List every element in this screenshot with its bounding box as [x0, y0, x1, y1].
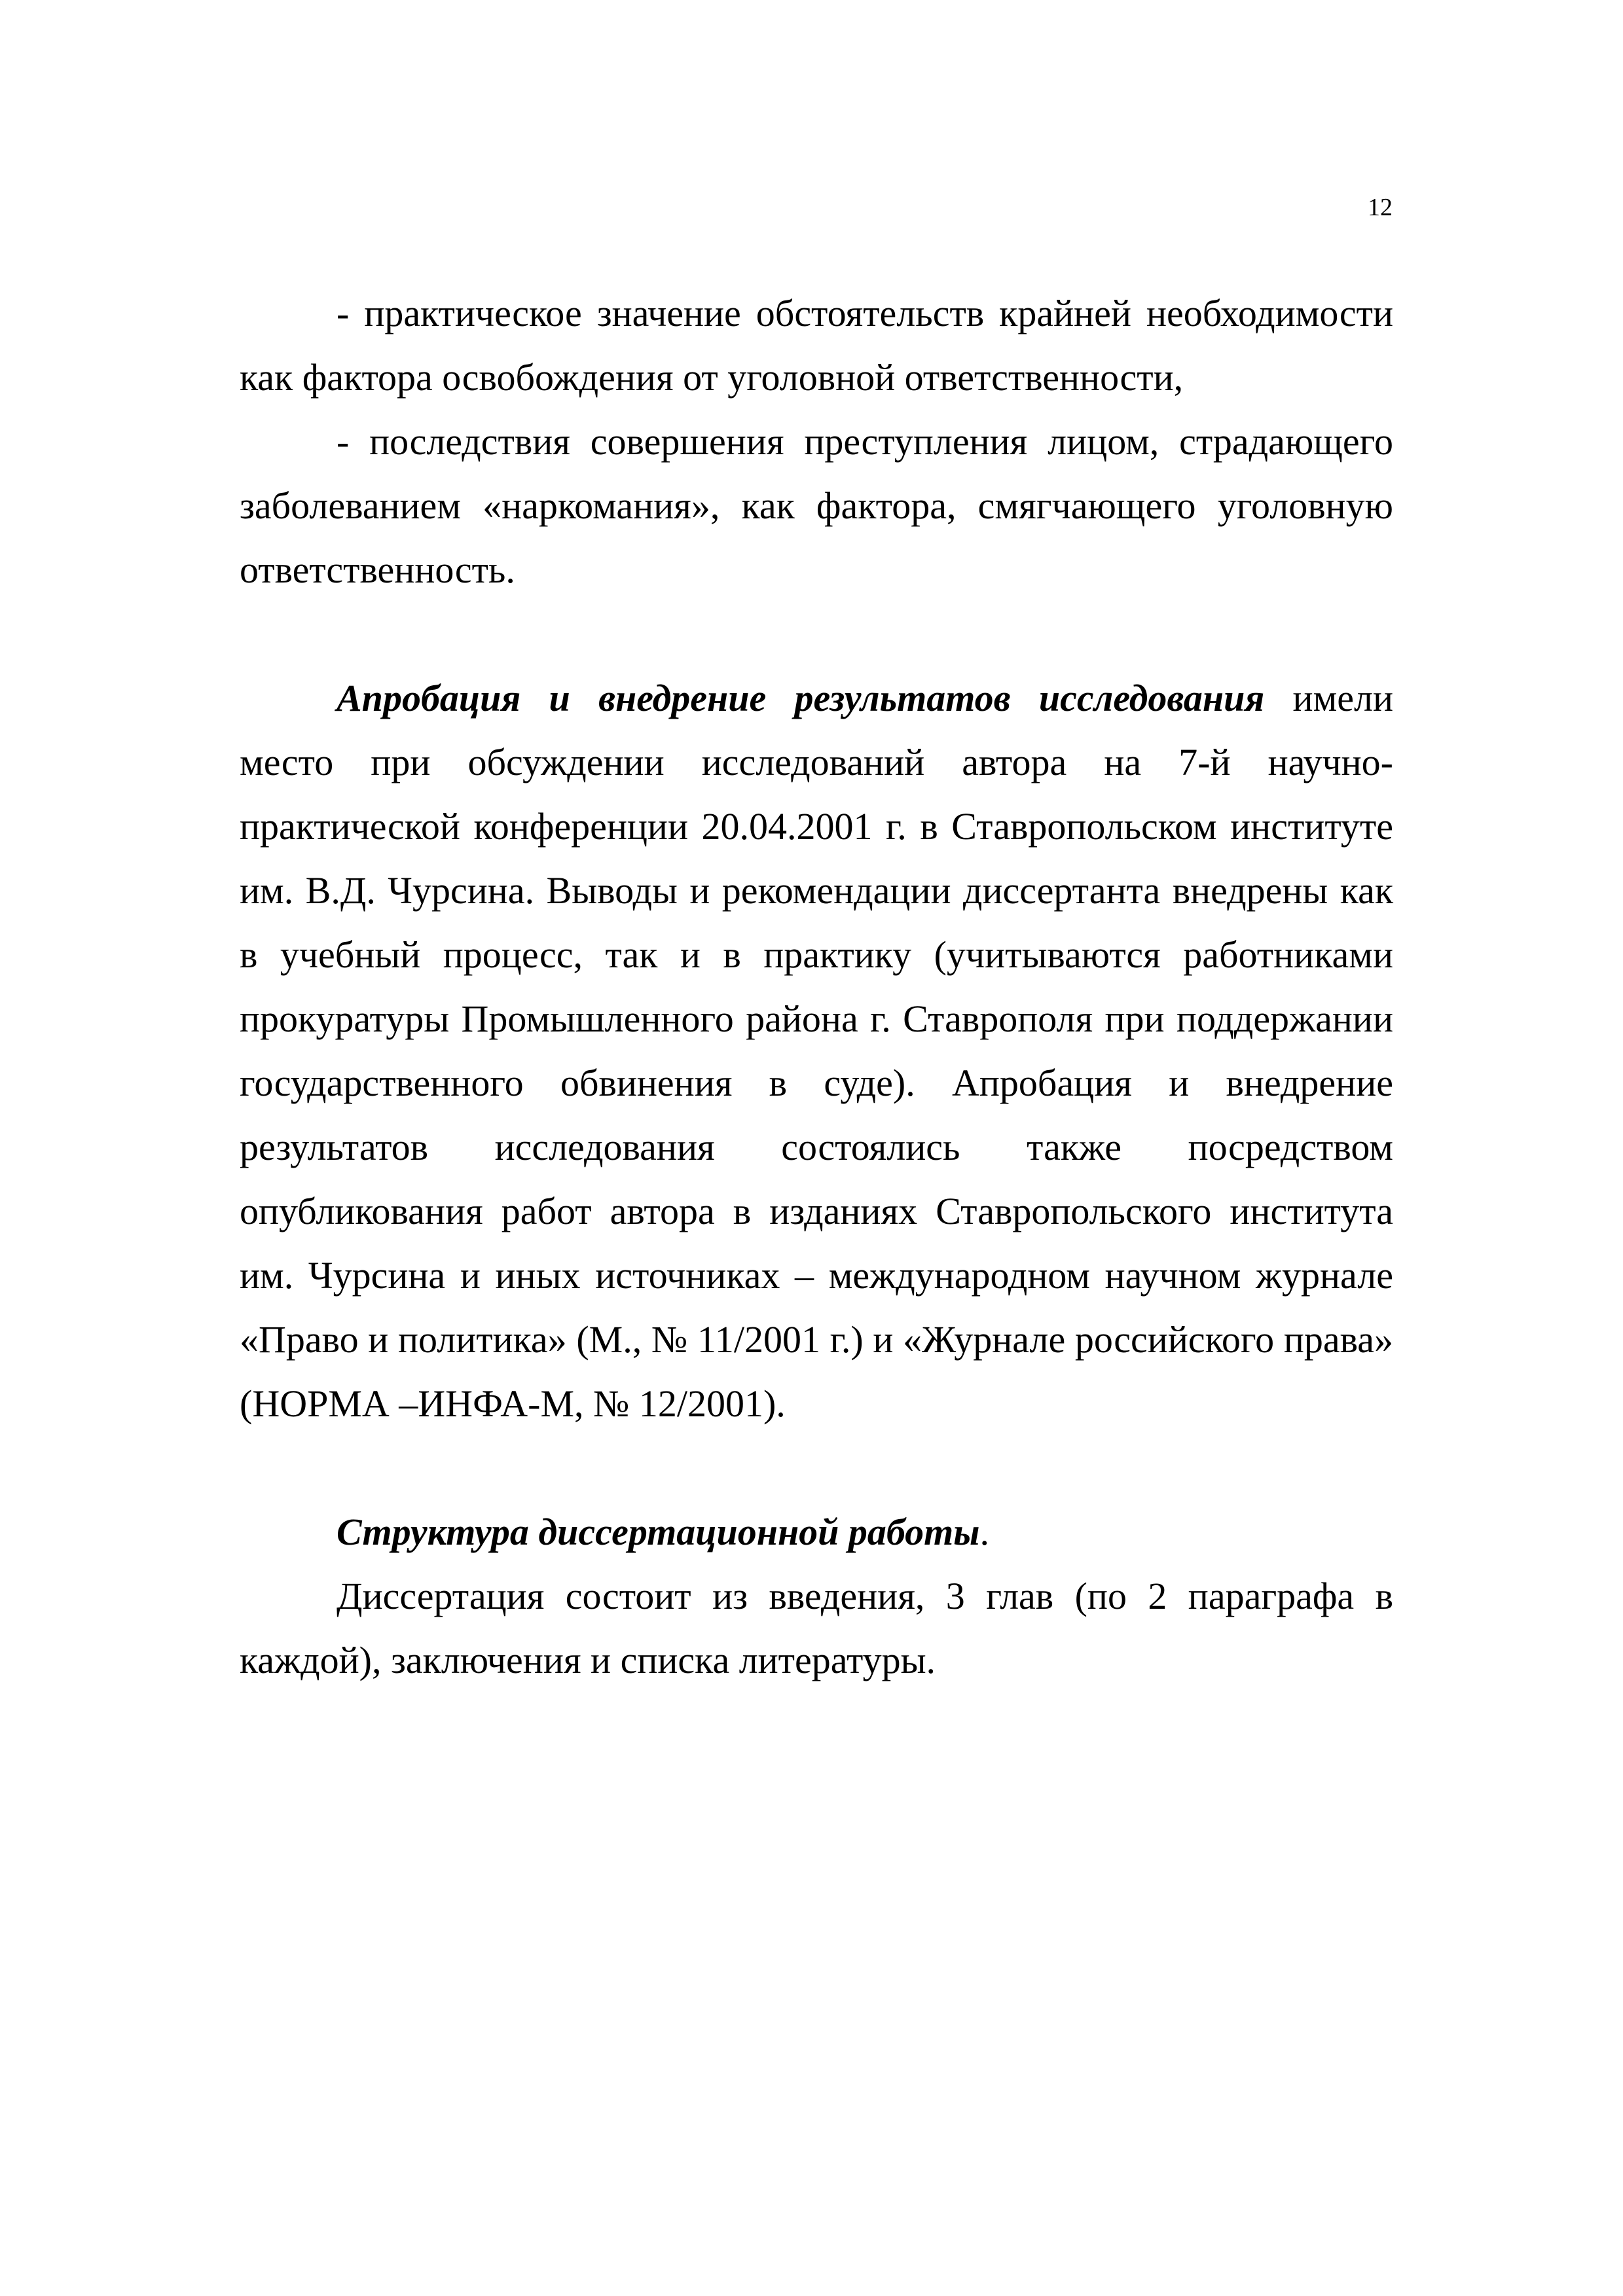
page-number: 12 [1368, 194, 1393, 221]
list-item-2: - последствия совершения преступления лицом, страдающего заболеванием «наркомания», как фактора, смягчающего уголовную ответственность. [240, 420, 1393, 591]
structure-paragraph: Диссертация состоит из введения, 3 глав (по 2 параграфа в каждой), заключения и списка литературы. [240, 1575, 1393, 1681]
body-text [240, 281, 1393, 1693]
paragraph-spacer [240, 602, 1393, 666]
structure-heading: Структура диссертационной работы [337, 1511, 980, 1553]
list-item-1: - практическое значение обстоятельств крайней необходимости как фактора освобождения от уголовной ответственности, [240, 292, 1393, 399]
structure-heading-suffix: . [979, 1511, 989, 1553]
approbation-heading: Апробация и внедрение результатов исследования [337, 677, 1265, 719]
structure-heading-line [240, 1500, 1393, 1564]
paragraph-spacer [240, 1436, 1393, 1500]
approbation-text: имели место при обсуждении исследований автора на 7-й научно-практической конференции 20.04.2001 г. в Ставропольском институте им. В.Д. Чурсина. Выводы и рекомендации диссертанта внедрены как в учебный процесс, так и в практику (учитываются работниками прокуратуры Промышленного района г. Ставрополя при поддержании государственного обвинения в суде). Апробация и внедрение результатов исследования состоялись также посредством опубликования работ автора в изданиях Ставропольского института им. Чурсина и иных источниках – международном научном журнале «Право и политика» (М., № 11/2001 г.) и «Журнале российского права» (НОРМА –ИНФА-М, № 12/2001). [240, 677, 1394, 1425]
approbation-paragraph [240, 666, 1393, 1436]
